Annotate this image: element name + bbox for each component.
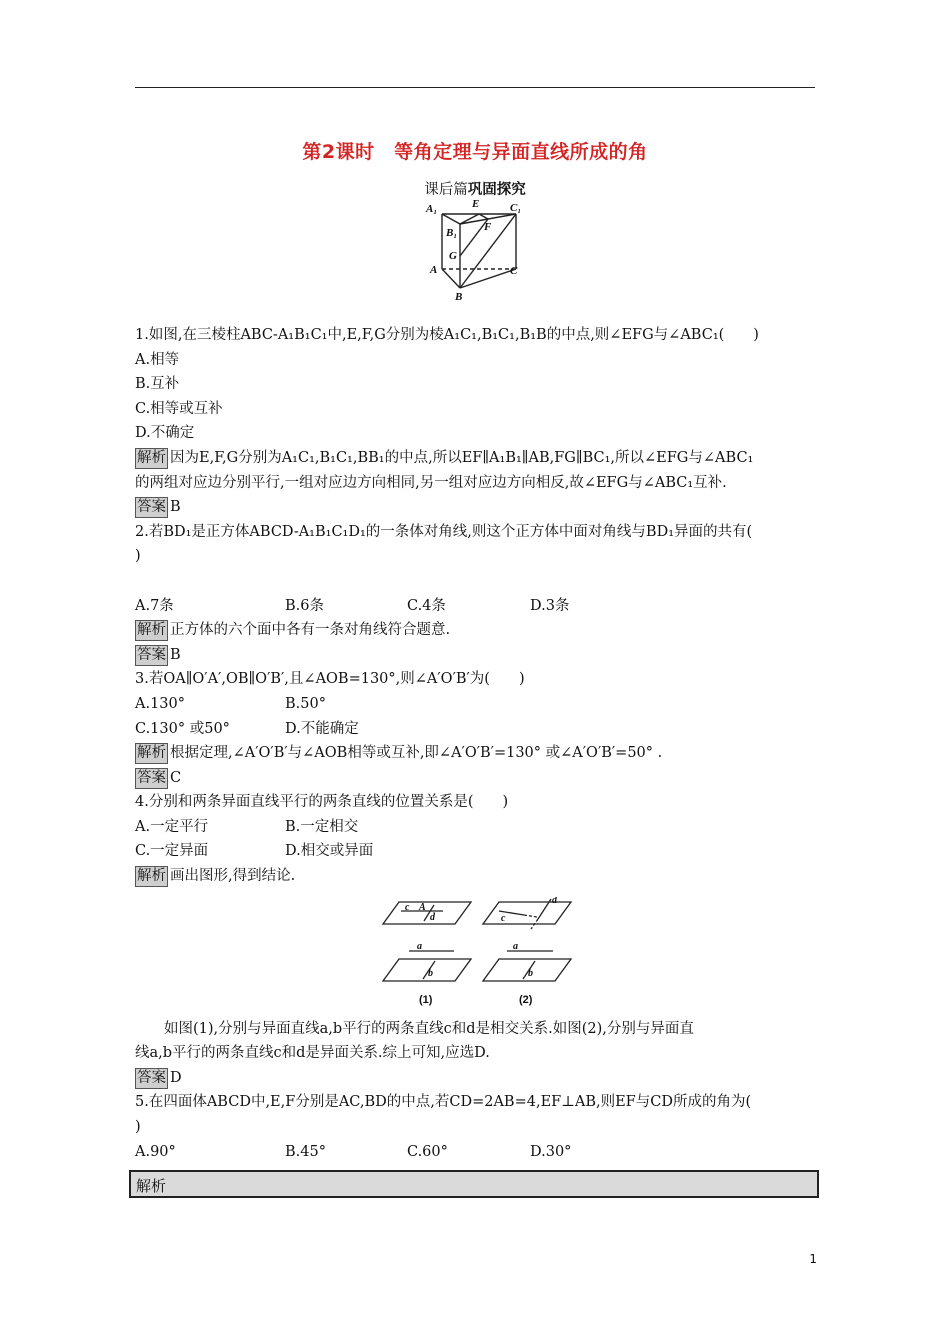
- analysis-tag: 解析: [135, 866, 168, 887]
- label-a: A: [430, 264, 438, 276]
- q3-options-row1: [135, 692, 815, 717]
- q5-options: [135, 1140, 815, 1165]
- answer-tag: 答案: [135, 768, 168, 789]
- prism-figure: [424, 194, 530, 302]
- q2-stem: 2.若BD₁是正方体ABCD-A₁B₁C₁D₁的一条体对角线,则这个正方体中面对角线与BD₁异面的共有(: [135, 523, 753, 540]
- q4-option-d: D.相交或异面: [285, 843, 374, 860]
- label-g: G: [449, 250, 457, 262]
- q2-analysis-text: 正方体的六个面中各有一条对角线符合题意.: [170, 622, 451, 639]
- label-f: F: [484, 221, 492, 233]
- fig2-label-a-point: A: [419, 901, 426, 913]
- q2-option-a: A.7条: [135, 597, 174, 614]
- q2-option-b: B.6条: [285, 597, 324, 614]
- q3-answer: [135, 766, 815, 791]
- q5-stem-cont: ): [135, 1119, 141, 1136]
- question-list: [135, 323, 815, 1164]
- subtitle-bold: 巩固探究: [467, 182, 526, 198]
- q4-answer-value: D: [170, 1069, 182, 1086]
- q2-option-c: C.4条: [407, 597, 446, 614]
- q4-analysis-text: 画出图形,得到结论.: [170, 868, 296, 885]
- q1-answer: [135, 495, 815, 520]
- subtitle-plain: 课后篇: [424, 182, 468, 198]
- analysis-tag: 解析: [135, 620, 168, 641]
- q5-analysis-box: 解析: [129, 1170, 819, 1198]
- q1-option-d: D.不确定: [135, 425, 195, 442]
- page-number: 1: [809, 1252, 817, 1266]
- q4-options-row1: [135, 815, 815, 840]
- q1-option-a: A.相等: [135, 351, 180, 368]
- q4-stem: 4.分别和两条异面直线平行的两条直线的位置关系是( ): [135, 794, 509, 811]
- fig2-label-a1: a: [417, 940, 422, 952]
- q1-option-c: C.相等或互补: [135, 400, 223, 417]
- label-b1: B₁: [446, 227, 458, 239]
- answer-tag: 答案: [135, 497, 168, 518]
- fig2-label-d1: d: [430, 911, 435, 923]
- fig2-label-d2: d: [552, 896, 557, 906]
- label-e: E: [472, 198, 480, 210]
- label-c1: C₁: [510, 202, 522, 214]
- q3-option-b: B.50°: [285, 695, 326, 712]
- q5-option-a: A.90°: [135, 1143, 176, 1160]
- header-rule: [135, 87, 815, 88]
- answer-tag: 答案: [135, 1068, 168, 1089]
- q2-stem-cont: ): [135, 548, 141, 565]
- answer-tag: 答案: [135, 645, 168, 666]
- q5-option-d: D.30°: [530, 1143, 572, 1160]
- q3-stem: 3.若OA∥O′A′,OB∥O′B′,且∠AOB=130°,则∠A′O′B′为( ): [135, 671, 525, 688]
- analysis-tag: 解析: [135, 448, 168, 469]
- q4-answer: [135, 1066, 815, 1091]
- q1-answer-value: B: [170, 499, 181, 516]
- q4-options-row2: [135, 839, 815, 864]
- q4-option-c: C.一定异面: [135, 843, 209, 860]
- page-title: 第2课时 等角定理与异面直线所成的角: [302, 141, 648, 163]
- q3-analysis-text: 根据定理,∠A′O′B′与∠AOB相等或互补,即∠A′O′B′=130° 或∠A′O′B′=50° .: [170, 745, 663, 762]
- q2-option-d: D.3条: [530, 597, 570, 614]
- skew-lines-figure: [379, 897, 575, 1009]
- q1-analysis-text-1: 因为E,F,G分别为A₁C₁,B₁C₁,BB₁的中点,所以EF∥A₁B₁∥AB,FG∥BC₁,所以∠EFG与∠ABC₁: [170, 449, 754, 466]
- label-a1: A₁: [426, 203, 438, 215]
- q3-answer-value: C: [170, 769, 182, 786]
- fig2-label-b1: b: [428, 967, 433, 979]
- fig2-label-a2: a: [513, 940, 518, 952]
- q3-option-a: A.130°: [135, 695, 186, 712]
- q4-explain-1: 如图(1),分别与异面直线a,b平行的两条直线c和d是相交关系.如图(2),分别与异面直: [164, 1020, 694, 1037]
- q1-option-b: B.互补: [135, 376, 180, 393]
- fig2-label-b2: b: [528, 967, 533, 979]
- q3-analysis: [135, 741, 815, 766]
- analysis-tag: 解析: [135, 743, 168, 764]
- q5-option-c: C.60°: [407, 1143, 448, 1160]
- q4-explain-2: 线a,b平行的两条直线c和d是异面关系.综上可知,应选D.: [135, 1045, 490, 1062]
- q2-options: [135, 594, 815, 619]
- q2-answer: [135, 643, 815, 668]
- q2-analysis: [135, 618, 815, 643]
- q5-option-b: B.45°: [285, 1143, 326, 1160]
- fig2-caption-2: (2): [519, 993, 533, 1006]
- q5-stem: 5.在四面体ABCD中,E,F分别是AC,BD的中点,若CD=2AB=4,EF⊥AB,则EF与CD所成的角为(: [135, 1094, 752, 1111]
- q2-answer-value: B: [170, 646, 181, 663]
- q4-option-b: B.一定相交: [285, 818, 359, 835]
- q3-options-row2: [135, 717, 815, 742]
- q4-option-a: A.一定平行: [135, 818, 209, 835]
- q1-analysis: [135, 446, 815, 471]
- fig2-label-c2: c: [501, 912, 506, 924]
- q1-analysis-text-2: 的两组对应边分别平行,一组对应边方向相同,另一组对应边方向相反,故∠EFG与∠ABC₁互补.: [135, 474, 727, 491]
- q3-option-d: D.不能确定: [285, 720, 359, 737]
- q4-analysis: [135, 864, 815, 889]
- label-c: C: [510, 265, 518, 277]
- q1-stem: 1.如图,在三棱柱ABC-A₁B₁C₁中,E,F,G分别为棱A₁C₁,B₁C₁,B₁B的中点,则∠EFG与∠ABC₁( ): [135, 327, 759, 343]
- q3-option-c: C.130° 或50°: [135, 720, 230, 737]
- label-b: B: [455, 291, 463, 302]
- fig2-label-c1: c: [405, 901, 410, 913]
- fig2-caption-1: (1): [419, 993, 433, 1006]
